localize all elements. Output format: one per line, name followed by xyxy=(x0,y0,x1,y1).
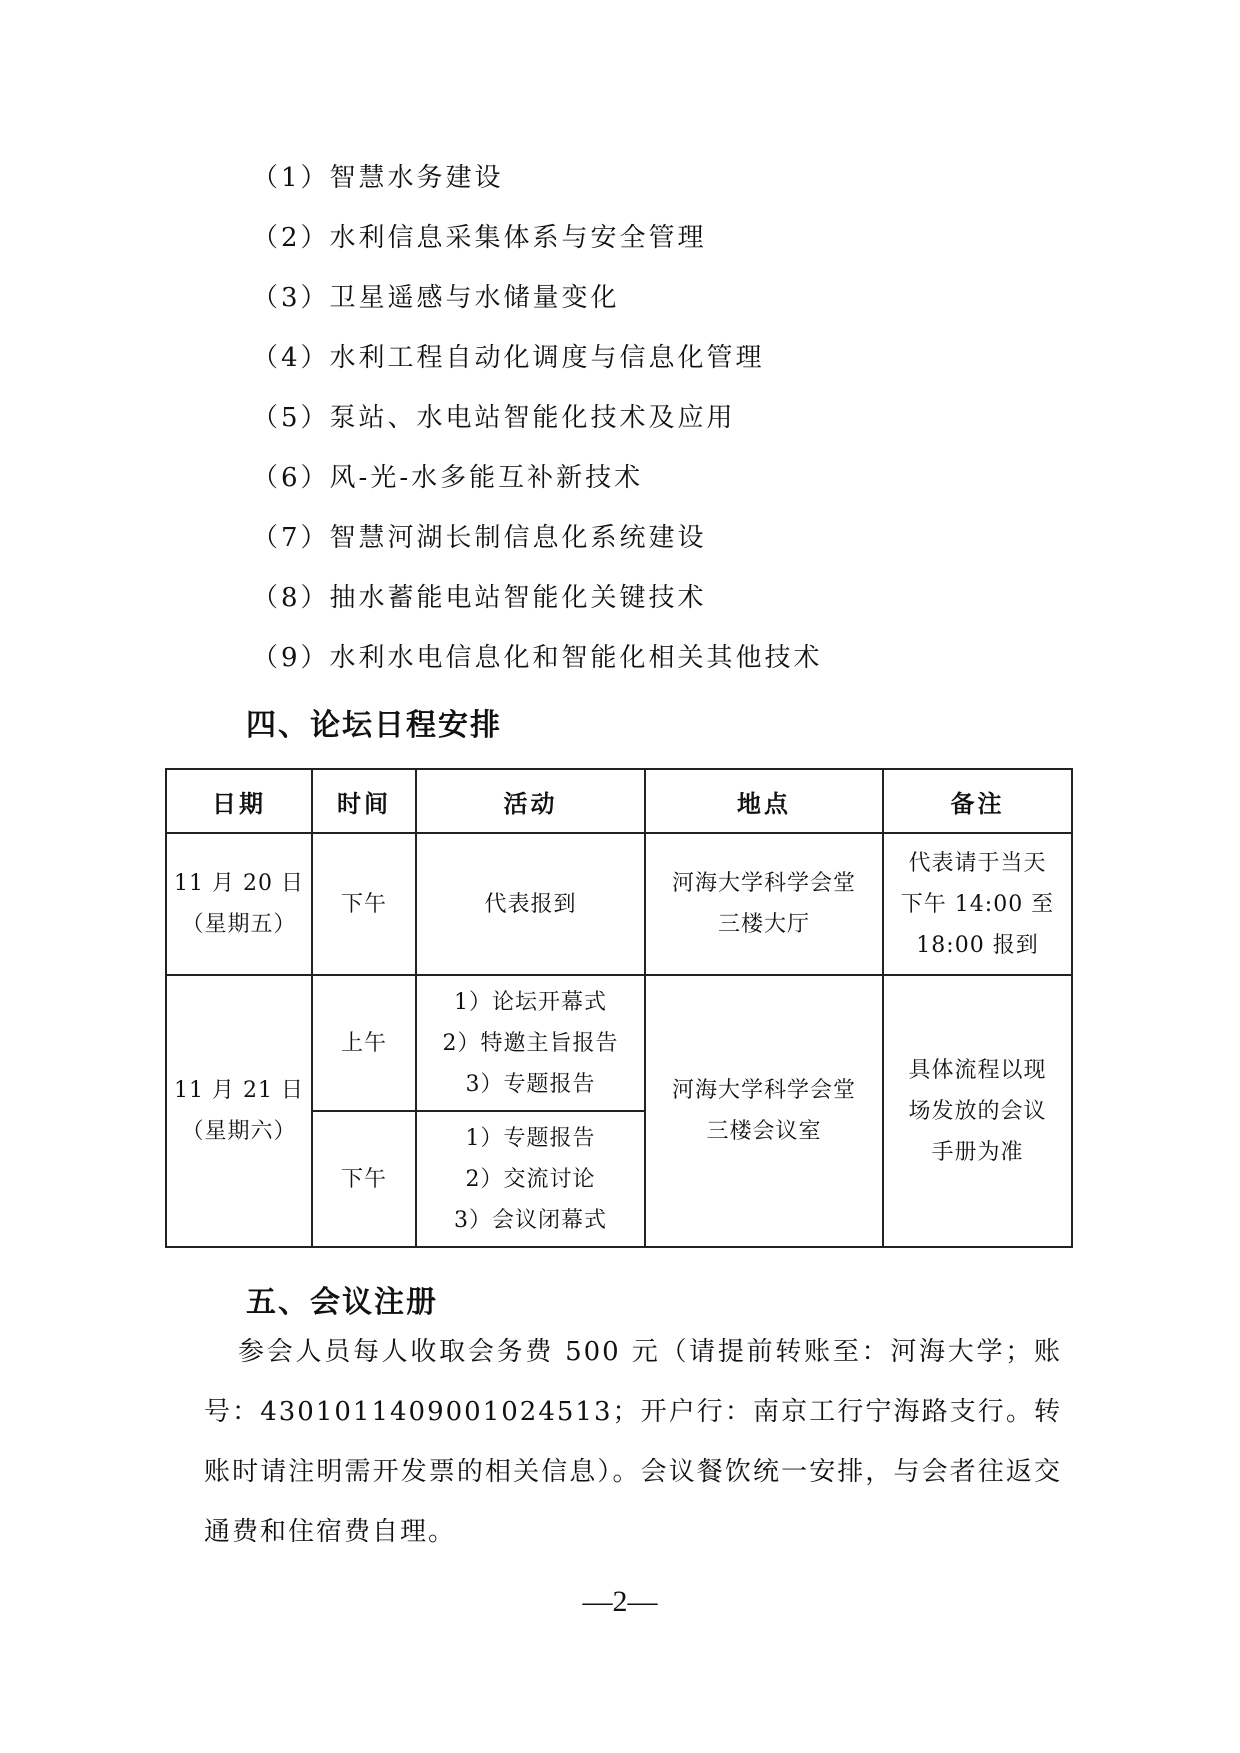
topic-item: （9）水利水电信息化和智能化相关其他技术 xyxy=(252,643,823,673)
topic-item: （5）泵站、水电站智能化技术及应用 xyxy=(252,403,736,433)
header-date: 日期 xyxy=(166,769,312,833)
activity-item: 3）专题报告 xyxy=(465,1071,596,1097)
table-row xyxy=(166,975,1072,1111)
note-line: 手册为准 xyxy=(931,1139,1024,1165)
location-cell xyxy=(645,833,883,975)
topic-list xyxy=(252,148,823,688)
topic-item: （8）抽水蓄能电站智能化关键技术 xyxy=(252,583,707,613)
schedule-table xyxy=(165,768,1073,1248)
section-heading-schedule: 四、论坛日程安排 xyxy=(246,708,502,743)
registration-paragraph: 参会人员每人收取会务费 500 元（请提前转账至：河海大学；账号：4301011409001024513；开户行：南京工行宁海路支行。转账时请注明需开发票的相关信息）。会议餐饮统一安排，与会者往返交通费和住宿费自理。 xyxy=(204,1337,1062,1547)
activity-item: 3）会议闭幕式 xyxy=(454,1207,607,1233)
time-cell: 下午 xyxy=(312,833,416,975)
activity-cell: 代表报到 xyxy=(416,833,645,975)
page-number: —2— xyxy=(582,1585,658,1618)
header-activity: 活动 xyxy=(416,769,645,833)
location-line: 河海大学科学会堂 xyxy=(671,1078,856,1103)
activity-cell xyxy=(416,975,645,1111)
time-cell: 下午 xyxy=(312,1111,416,1247)
topic-item: （7）智慧河湖长制信息化系统建设 xyxy=(252,523,707,553)
table-row xyxy=(166,833,1072,975)
topic-item: （3）卫星遥感与水储量变化 xyxy=(252,283,620,313)
topic-item: （6）风-光-水多能互补新技术 xyxy=(252,463,644,493)
date-text: 11 月 20 日 xyxy=(174,871,304,896)
note-line: 18:00 报到 xyxy=(916,932,1039,958)
note-line: 具体流程以现 xyxy=(908,1057,1047,1083)
topic-item: （1）智慧水务建设 xyxy=(252,163,504,193)
header-location: 地点 xyxy=(645,769,883,833)
time-cell: 上午 xyxy=(312,975,416,1111)
section-heading-registration: 五、会议注册 xyxy=(246,1285,438,1320)
topic-item: （4）水利工程自动化调度与信息化管理 xyxy=(252,343,765,373)
date-cell xyxy=(166,833,312,975)
note-cell xyxy=(883,833,1072,975)
location-line: 河海大学科学会堂 xyxy=(671,871,856,896)
weekday-text: （星期六） xyxy=(181,1119,297,1144)
date-cell xyxy=(166,975,312,1247)
activity-cell xyxy=(416,1111,645,1247)
activity-item: 2）交流讨论 xyxy=(465,1166,596,1192)
weekday-text: （星期五） xyxy=(181,912,297,937)
table-header-row xyxy=(166,769,1072,833)
header-time: 时间 xyxy=(312,769,416,833)
header-note: 备注 xyxy=(883,769,1072,833)
topic-item: （2）水利信息采集体系与安全管理 xyxy=(252,223,707,253)
location-cell xyxy=(645,975,883,1247)
location-line: 三楼会议室 xyxy=(706,1119,822,1144)
activity-item: 1）论坛开幕式 xyxy=(454,989,607,1015)
note-cell xyxy=(883,975,1072,1247)
note-line: 代表请于当天 xyxy=(908,850,1047,876)
note-line: 场发放的会议 xyxy=(908,1098,1047,1124)
note-line: 下午 14:00 至 xyxy=(900,891,1055,917)
activity-item: 1）专题报告 xyxy=(465,1125,596,1151)
activity-item: 2）特邀主旨报告 xyxy=(442,1030,619,1056)
location-line: 三楼大厅 xyxy=(717,912,810,937)
date-text: 11 月 21 日 xyxy=(174,1078,304,1103)
